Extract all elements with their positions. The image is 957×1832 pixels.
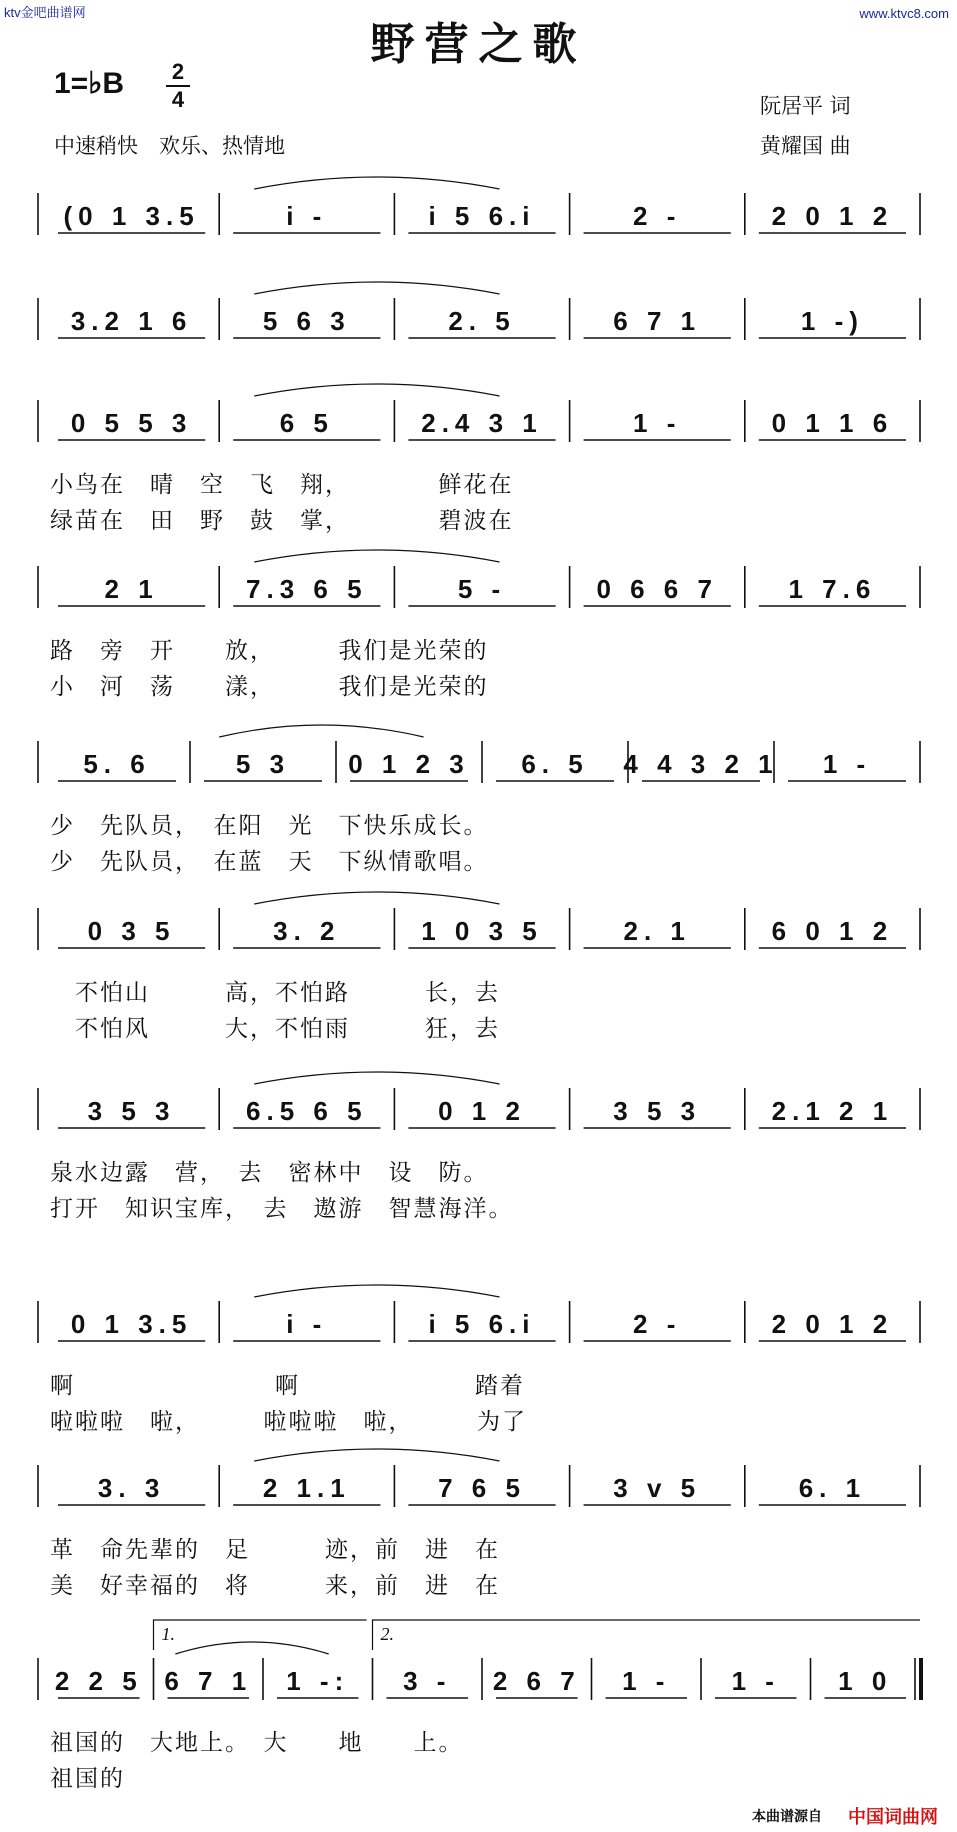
measure-notes: 3. 2 (273, 916, 341, 946)
measure-notes: 3.2 1 6 (70, 306, 193, 336)
lyric-line: 不怕山 高，不怕路 长，去 (50, 980, 500, 1006)
lyric-line: 小鸟在 晴 空 飞 翔， 鲜花在 (50, 472, 514, 498)
measure-notes: 3 5 3 (87, 1096, 176, 1126)
measure-notes: 1 0 3 5 (421, 916, 543, 946)
measure-notes: 6.5 6 5 (246, 1096, 368, 1126)
measure-notes: 1 -) (800, 306, 864, 336)
lyric-line: 革 命先辈的 足 迹，前 进 在 (50, 1537, 500, 1563)
measure-notes: i - (286, 1309, 328, 1339)
slur-arc (254, 177, 499, 189)
measure-notes: 5 - (457, 574, 507, 604)
lyric-line: 不怕风 大，不怕雨 狂，去 (50, 1016, 500, 1042)
lyric-line: 祖国的 (50, 1766, 125, 1792)
volta-bracket-1 (154, 1620, 367, 1650)
measure-notes: 6 7 1 (613, 306, 702, 336)
score-row (38, 1285, 920, 1343)
tempo-marking: 中速稍快 欢乐、热情地 (54, 134, 285, 158)
slur-arc (175, 1642, 328, 1654)
lyric-line: 少 先队员， 在阳 光 下快乐成长。 (50, 813, 489, 839)
measure-notes: 0 1 1 6 (771, 408, 894, 438)
score-row (38, 177, 920, 235)
volta-label-2: 2. (380, 1624, 394, 1644)
measure-notes: 4 4 3 2 1 (623, 749, 779, 779)
measure-notes: 2 - (633, 1309, 682, 1339)
measure-notes: 2.1 2 1 (771, 1096, 894, 1126)
measure-notes: 0 6 6 7 (596, 574, 718, 604)
measure-notes: 5. 6 (83, 749, 151, 779)
lyric-line: 啊 啊 踏着 (50, 1373, 525, 1399)
measure-notes: 2 6 7 (492, 1666, 581, 1696)
measure-notes: 6 0 1 2 (771, 916, 894, 946)
lyric-line: 打开 知识宝库， 去 遨游 智慧海洋。 (50, 1196, 514, 1222)
measure-notes: 1 7.6 (788, 574, 877, 604)
measure-notes: 6. 1 (798, 1473, 867, 1503)
measure-notes: (0 1 3.5 (63, 201, 200, 231)
measure-notes: 0 1 3.5 (70, 1309, 193, 1339)
score-row (38, 384, 920, 442)
volta-bracket-2 (373, 1620, 921, 1650)
lyric-line: 小 河 荡 漾， 我们是光荣的 (50, 674, 489, 700)
measure-notes: 2.4 3 1 (421, 408, 543, 438)
lyric-line: 泉水边露 营， 去 密林中 设 防。 (50, 1160, 489, 1186)
measure-notes: 0 5 5 3 (70, 408, 193, 438)
measure-notes: 3 - (403, 1666, 452, 1696)
lyric-line: 绿苗在 田 野 鼓 掌， 碧波在 (50, 508, 514, 534)
measure-notes: 0 3 5 (87, 916, 176, 946)
time-signature-bottom: 4 (171, 87, 185, 112)
measure-notes: 0 1 2 (438, 1096, 526, 1126)
measure-notes: 3 v 5 (613, 1473, 702, 1503)
slur-arc (254, 1072, 499, 1084)
measure-notes: 1 - (731, 1666, 780, 1696)
score-row (38, 725, 920, 783)
composer-credit: 黄耀国 曲 (760, 134, 851, 158)
measure-notes: 6 7 1 (164, 1666, 253, 1696)
measure-notes: 2 0 1 2 (771, 201, 894, 231)
slur-arc (254, 550, 499, 562)
slur-arc (254, 1449, 499, 1461)
measure-notes: 1 0 (838, 1666, 893, 1696)
slur-arc (219, 725, 423, 737)
slur-arc (254, 282, 499, 294)
watermark-right[interactable]: www.ktvc8.com (859, 6, 949, 21)
measure-notes: 7.3 6 5 (246, 574, 368, 604)
measure-notes: 1 -: (286, 1666, 350, 1696)
score-row (38, 282, 920, 340)
measure-notes: 1 - (633, 408, 682, 438)
time-signature-top: 2 (171, 59, 185, 84)
source-label: 本曲谱源自 (752, 1809, 822, 1825)
measure-notes: 2. 5 (448, 306, 516, 336)
measure-notes: 2 1.1 (262, 1473, 351, 1503)
source-site-link[interactable]: 中国词曲网 (848, 1807, 938, 1828)
measure-notes: 2 2 5 (54, 1666, 143, 1696)
measure-notes: 2 0 1 2 (771, 1309, 894, 1339)
score-row (38, 1449, 920, 1507)
measure-notes: 3. 3 (97, 1473, 166, 1503)
measure-notes: 5 6 3 (262, 306, 351, 336)
song-title: 野营之歌 (370, 19, 587, 70)
measure-notes: 6. 5 (521, 749, 589, 779)
lyric-line: 少 先队员， 在蓝 天 下纵情歌唱。 (50, 849, 489, 875)
measure-notes: i 5 6.i (428, 1309, 536, 1339)
measure-notes: 0 1 2 3 (348, 749, 470, 779)
measure-notes: 1 - (622, 1666, 671, 1696)
lyric-line: 祖国的 大地上。 大 地 上。 (50, 1730, 464, 1756)
measure-notes: 2 1 (104, 574, 159, 604)
lyric-line: 啦啦啦 啦， 啦啦啦 啦， 为了 (50, 1409, 527, 1435)
measure-notes: 1 - (822, 749, 872, 779)
slur-arc (254, 384, 499, 396)
measure-notes: i - (286, 201, 328, 231)
score-row (38, 892, 920, 950)
measure-notes: i 5 6.i (428, 201, 536, 231)
key-signature: 1=♭B (54, 67, 125, 100)
measure-notes: 6 5 (279, 408, 334, 438)
score-row (38, 1072, 920, 1130)
slur-arc (254, 892, 499, 904)
score-row (38, 1620, 921, 1700)
measure-notes: 2. 1 (623, 916, 691, 946)
lyricist-credit: 阮居平 词 (760, 94, 851, 118)
measure-notes: 2 - (633, 201, 682, 231)
measure-notes: 7 6 5 (438, 1473, 526, 1503)
measure-notes: 3 5 3 (613, 1096, 702, 1126)
measure-notes: 5 3 (235, 749, 291, 779)
slur-arc (254, 1285, 499, 1297)
score-row (38, 550, 920, 608)
lyric-line: 路 旁 开 放， 我们是光荣的 (50, 638, 489, 664)
lyric-line: 美 好幸福的 将 来，前 进 在 (50, 1573, 500, 1599)
volta-label-1: 1. (161, 1624, 175, 1644)
watermark-left[interactable]: ktv金吧曲谱网 (4, 5, 86, 20)
